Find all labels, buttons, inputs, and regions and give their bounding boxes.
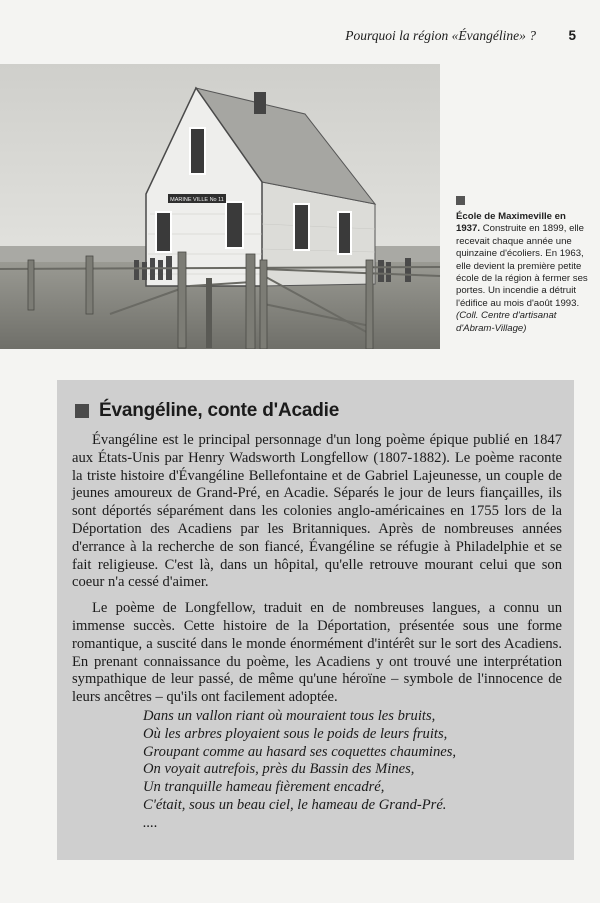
heading-square-icon (75, 404, 89, 418)
school-sign-text: MARINE VILLE No 11 (170, 197, 224, 203)
caption-text: Construite en 1899, elle recevait chaque année une quinzaine d'écoliers. En 1963, elle devient la première petite école de la région à fermer ses portes. Un incendie a détruit l'édifice au mois d'août 1993. (456, 223, 588, 309)
poem-line: Groupant comme au hasard ses coquettes chaumines, (143, 743, 457, 760)
running-title: Pourquoi la région «Évangéline» ? (345, 28, 536, 43)
poem-line: C'était, sous un beau ciel, le hameau de Grand-Pré. (143, 796, 447, 813)
caption-credit: (Coll. Centre d'artisanat d'Abram-Village) (456, 310, 557, 334)
gable-window (190, 128, 205, 174)
side-window-right (338, 212, 351, 254)
section-title: Évangéline, conte d'Acadie (99, 400, 340, 421)
poem-line: Un tranquille hameau fièrement encadré, (143, 779, 385, 796)
page-number: 5 (568, 28, 576, 43)
paragraph: Évangéline est le principal personnage d'un long poème épique publié en 1847 aux États-Unis par Henry Wadsworth Longfellow (1807-1882). Le poème raconte la triste histoire d'Évangéline Bellefontaine et de Gabriel Lajeunesse, un couple de jeunes amoureux de Grand-Pré, en Acadie. Séparés le jour de leurs fiançailles, ils sont déportés séparément dans les colonies anglo-américaines en 1755 lors de la Déportation des Acadiens par les Britanniques. Après de nombreuses années d'errance à la recherche de son fiancé, Évangéline se réfugie à Philadelphie et se fait religieuse. C'est là, dans un hôpital, qu'elle retrouve mourant celui que son coeur n'a cessé d'aimer. (72, 432, 562, 591)
caption-title: École de Maximeville en 1937. (456, 211, 566, 235)
side-window-left (294, 204, 309, 250)
front-window-right (226, 202, 243, 248)
article-body (72, 432, 562, 715)
fence-post (246, 254, 255, 349)
chimney (254, 92, 266, 114)
paragraph: Le poème de Longfellow, traduit en de nombreuses langues, a connu un immense succès. Cette histoire de la Déportation, présentée sous une forme romantique, a suscité dans le monde énormément d'intérêt sur le sort des Acadiens. En prenant connaissance du poème, les Acadiens y ont trouvé une interprétation sympathique de leur passé, de même qu'une héroïne – symbole de l'innocence de leurs ancêtres – qu'ils ont facilement adoptée. (72, 600, 562, 706)
poem-line: .... (143, 814, 158, 831)
front-window-left (156, 212, 171, 252)
article-panel (57, 380, 574, 860)
schoolhouse-photo (0, 64, 440, 349)
fence-post (28, 260, 34, 310)
section-heading (75, 400, 339, 422)
poem-line: Dans un vallon riant où mouraient tous les bruits, (143, 708, 436, 724)
photo-caption (456, 196, 588, 335)
fence-post (260, 260, 267, 349)
fence-post (86, 256, 93, 314)
poem-line: On voyait autrefois, près du Bassin des Mines, (143, 761, 415, 778)
fence-post (178, 252, 186, 348)
fence-post (366, 260, 373, 349)
poem-line: Où les arbres ployaient sous le poids de leurs fruits, (143, 725, 448, 742)
page-header (0, 28, 600, 48)
schoolhouse-illustration (0, 64, 440, 349)
poem-excerpt (143, 708, 563, 833)
caption-square-icon (456, 196, 465, 205)
